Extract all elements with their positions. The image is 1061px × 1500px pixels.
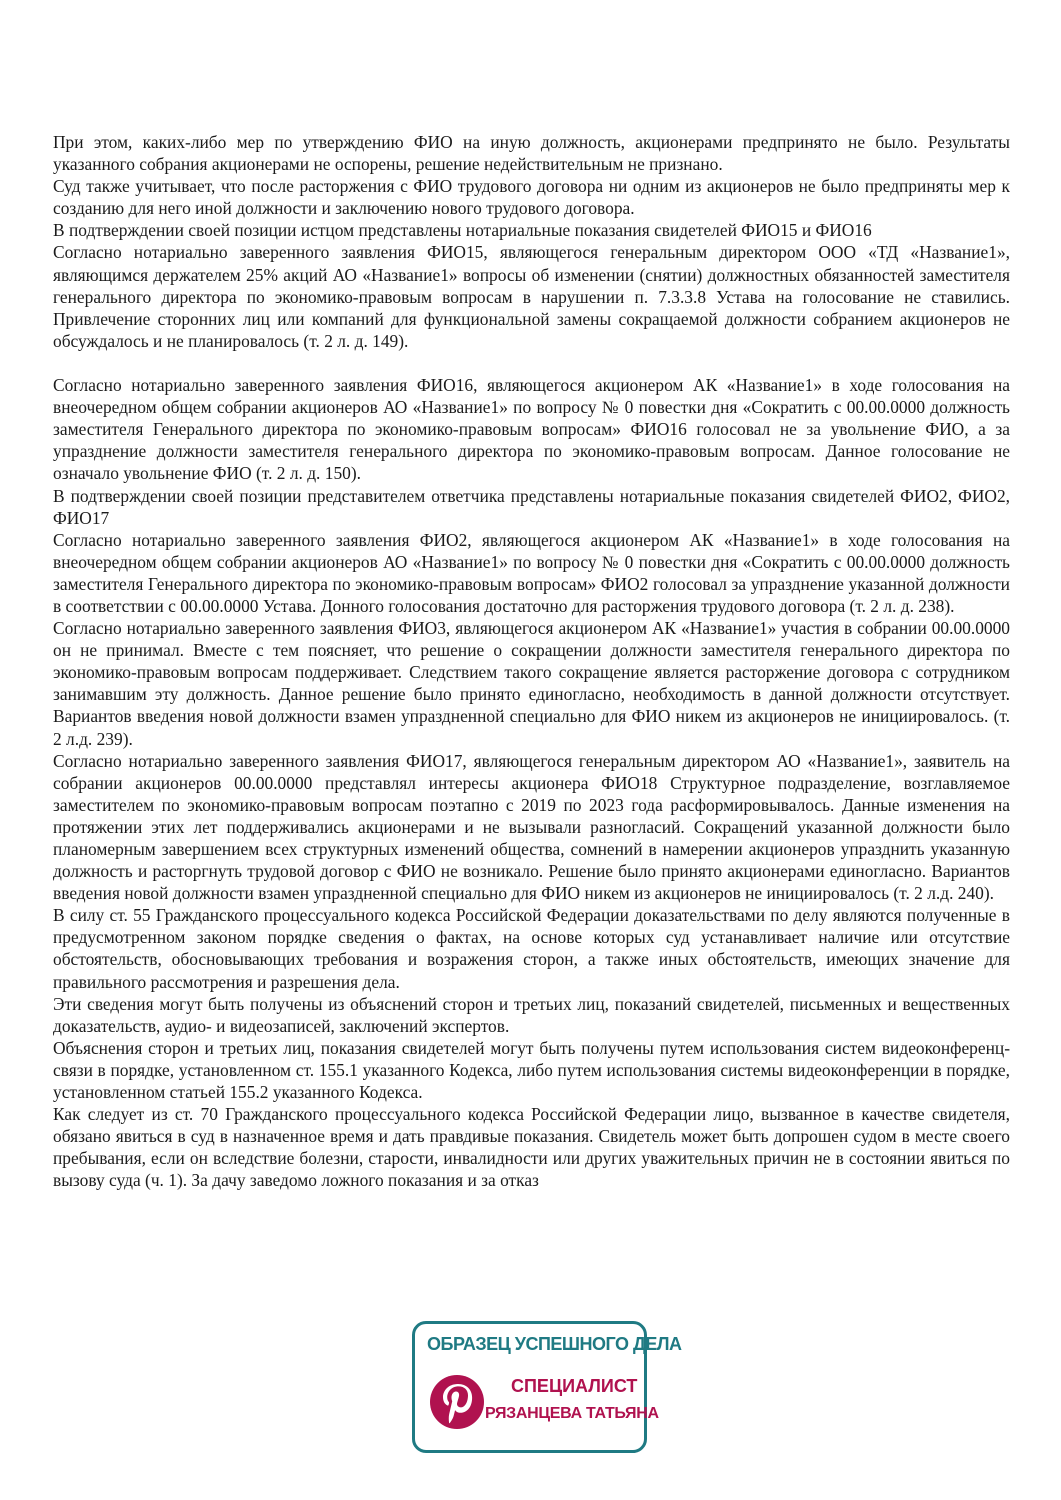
paragraph: В подтверждении своей позиции представителем ответчика представлены нотариальные показания свидетелей ФИО2, ФИО2, ФИО17 — [53, 485, 1010, 528]
pinterest-icon — [429, 1374, 485, 1430]
document-body — [53, 131, 1010, 1192]
paragraph: Согласно нотариально заверенного заявления ФИО3, являющегося акционером АК «Название1» участия в собрании 00.00.0000 он не принимал. Вместе с тем поясняет, что решение о сокращении должности заместителя генерального директора по экономико-правовым вопросам поддерживает. Следствием такого сокращение является расторжение договора с сотрудником занимавшим эту должность. Данное решение было принято единогласно, необходимость в данной должности отсутствует. Вариантов введения новой должности взамен упраздненной специально для ФИО никем из акционеров не инициировалось. (т. 2 л.д. 239). — [53, 618, 1010, 749]
sample-case-stamp — [412, 1321, 682, 1453]
paragraph: Как следует из ст. 70 Гражданского процессуального кодекса Российской Федерации лицо, вызванное в качестве свидетеля, обязано явиться в суд в назначенное время и дать правдивые показания. Свидетель может быть допрошен судом в месте своего пребывания, если он вследствие болезни, старости, инвалидности или других уважительных причин не в состоянии явиться по вызову суда (ч. 1). За дачу заведомо ложного показания и за отказ — [53, 1104, 1010, 1191]
paragraph: Объяснения сторон и третьих лиц, показания свидетелей могут быть получены путем использования систем видеоконференц-связи в порядке, установленном ст. 155.1 указанного Кодекса, либо путем использования системы видеоконференции в порядке, установленном статьей 155.2 указанного Кодекса. — [53, 1037, 1010, 1103]
paragraph: Согласно нотариально заверенного заявления ФИО2, являющегося акционером АК «Название1» в ходе голосования на внеочередном общем собрании акционеров АО «Название1» по вопросу № 0 повестки дня «Сократить с 00.00.0000 должность заместителя Генерального директора по экономико-правовым вопросам» ФИО2 голосовал за упразднение указанной должности в соответствии с 00.00.0000 Устава. Донного голосования достаточно для расторжения трудового договора (т. 2 л. д. 238). — [53, 529, 1010, 616]
paragraph: Согласно нотариально заверенного заявления ФИО17, являющегося генеральным директором АО «Название1», заявитель на собрании акционеров 00.00.0000 представлял интересы акционера ФИО18 Структурное подразделение, возглавляемое заместителем по экономико-правовым вопросам поэтапно с 2019 по 2023 года расформировывалось. Данные изменения на протяжении этих лет поддерживались акционерами и не вызывали разногласий. Сокращений указанной должности было планомерным завершением всех структурных изменений общества, сомнений в намерении акционеров упразднить указанную должность и расторгнуть трудовой договор с ФИО не возникало. Решение было принято акционерами единогласно. Вариантов введения новой должности взамен упраздненной специально для ФИО никем из акционеров не инициировалось (т. 2 л.д. 240). — [53, 750, 1010, 904]
paragraph: Согласно нотариально заверенного заявления ФИО16, являющегося акционером АК «Название1» в ходе голосования на внеочередном общем собрании акционеров АО «Название1» по вопросу № 0 повестки дня «Сократить с 00.00.0000 должность заместителя Генерального директора по экономико-правовым вопросам» ФИО16 голосовал не за увольнение ФИО, а за упразднение должности заместителя генерального директора по экономико-правовым вопросам. Данное голосование не означало увольнение ФИО (т. 2 л. д. 150). — [53, 375, 1010, 484]
paragraph-gap — [53, 352, 1010, 374]
paragraph: При этом, каких-либо мер по утверждению ФИО на иную должность, акционерами предпринято не было. Результаты указанного собрания акционерами не оспорены, решение недействительным не признано. — [53, 132, 1010, 175]
stamp-author-name: РЯЗАНЦЕВА ТАТЬЯНА — [485, 1405, 659, 1422]
paragraph: В силу ст. 55 Гражданского процессуального кодекса Российской Федерации доказательствами по делу являются полученные в предусмотренном законом порядке сведения о фактах, на основе которых суд устанавливает наличие или отсутствие обстоятельств, обосновывающих требования и возражения сторон, а также иных обстоятельств, имеющих значение для правильного рассмотрения и разрешения дела. — [53, 905, 1010, 992]
paragraph: Суд также учитывает, что после расторжения с ФИО трудового договора ни одним из акционеров не было предприняты мер к созданию для него иной должности и заключению нового трудового договора. — [53, 176, 1010, 219]
paragraph: Согласно нотариально заверенного заявления ФИО15, являющегося генеральным директором ООО «ТД «Название1», являющимся держателем 25% акций АО «Название1» вопросы об изменении (снятии) должностных обязанностей заместителя генерального директора по экономико-правовым вопросам в нарушении п. 7.3.3.8 Устава на голосование не ставились. Привлечение сторонних лиц или компаний для функциональной замены сокращаемой должности собранием акционеров не обсуждалось и не планировалось (т. 2 л. д. 149). — [53, 242, 1010, 351]
stamp-title: ОБРАЗЕЦ УСПЕШНОГО ДЕЛА — [427, 1334, 682, 1354]
stamp-specialist: СПЕЦИАЛИСТ — [511, 1376, 638, 1396]
paragraph: Эти сведения могут быть получены из объяснений сторон и третьих лиц, показаний свидетелей, письменных и вещественных доказательств, аудио- и видеозаписей, заключений экспертов. — [53, 993, 1010, 1036]
paragraph: В подтверждении своей позиции истцом представлены нотариальные показания свидетелей ФИО15 и ФИО16 — [53, 220, 872, 241]
